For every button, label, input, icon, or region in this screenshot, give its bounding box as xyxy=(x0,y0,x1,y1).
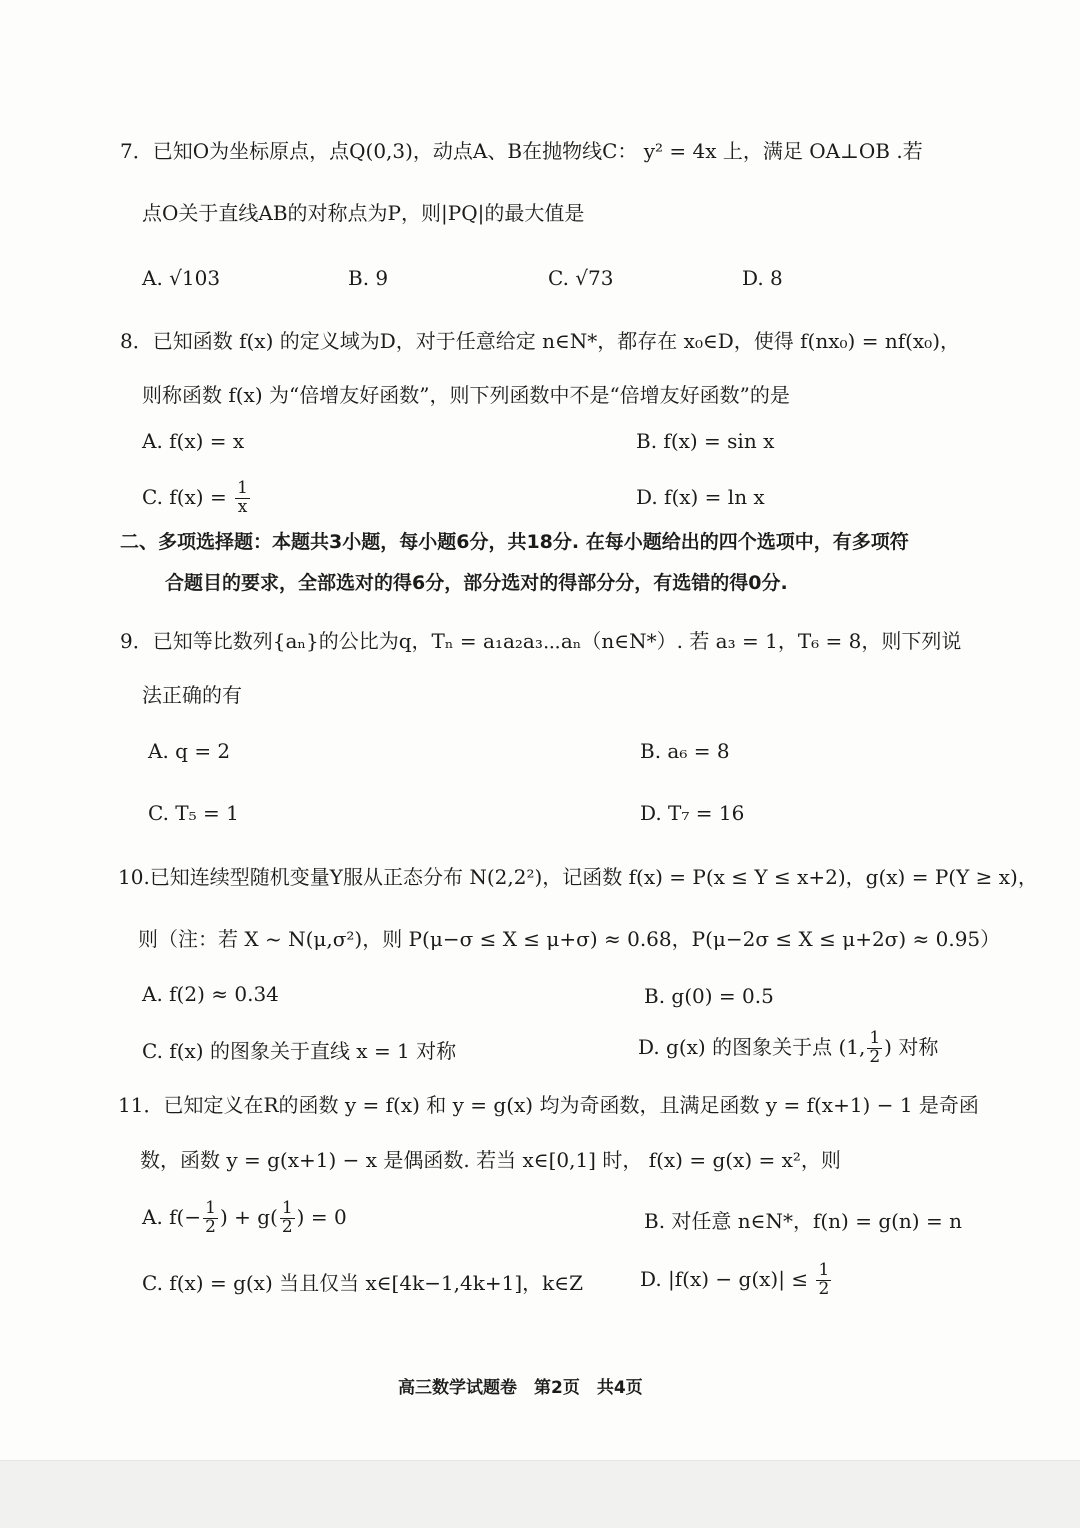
q9-option-c: C. T₅ = 1 xyxy=(148,801,239,825)
q8-option-d: D. f(x) = ln x xyxy=(636,485,765,509)
q10-option-d-numerator: 1 xyxy=(869,1028,881,1048)
q9-stem-line2: 法正确的有 xyxy=(142,683,242,707)
q9-option-b: B. a₆ = 8 xyxy=(640,739,730,763)
q10-option-d-denominator: 2 xyxy=(869,1046,881,1067)
q11-option-a-text-2: ) + g( xyxy=(219,1204,278,1229)
q9-stem-line1: 9．已知等比数列{aₙ}的公比为q，Tₙ = a₁a₂a₃⋯aₙ（n∈N*）. 若 a₃ = 1，T₆ = 8，则下列说 xyxy=(120,629,962,653)
section2-heading-line1: 二、多项选择题：本题共3小题，每小题6分，共18分. 在每小题给出的四个选项中，有多项符 xyxy=(120,531,909,553)
q8-option-c xyxy=(142,480,252,517)
q8-stem-line2: 则称函数 f(x) 为“倍增友好函数”，则下列函数中不是“倍增友好函数”的是 xyxy=(142,383,790,407)
q7-stem-line1: 7．已知O为坐标原点，点Q(0,3)，动点A、B在抛物线C： y² = 4x 上，满足 OA⊥OB .若 xyxy=(120,139,923,163)
q7-option-c: C. √73 xyxy=(548,266,614,290)
q11-stem-line2: 数，函数 y = g(x+1) − x 是偶函数. 若当 x∈[0,1] 时， f(x) = g(x) = x²，则 xyxy=(140,1148,841,1172)
q11-option-d-numerator: 1 xyxy=(818,1260,830,1280)
q11-option-b: B. 对任意 n∈N*，f(n) = g(n) = n xyxy=(644,1209,962,1233)
q7-option-a: A. √103 xyxy=(142,266,221,290)
q11-option-a-numerator-2: 1 xyxy=(281,1198,293,1218)
q10-option-a: A. f(2) ≈ 0.34 xyxy=(142,982,279,1006)
q9-option-d: D. T₇ = 16 xyxy=(640,801,745,825)
q10-option-d-suffix: ) 对称 xyxy=(884,1034,939,1059)
q8-option-c-denominator: x xyxy=(237,496,248,517)
q11-option-a-denominator-2: 2 xyxy=(281,1216,293,1237)
q8-option-c-fraction xyxy=(235,480,250,517)
q11-option-a-denominator-1: 2 xyxy=(205,1216,216,1237)
section2-heading-line2: 合题目的要求，全部选对的得6分，部分选对的得部分分，有选错的得0分. xyxy=(165,572,788,594)
q7-option-d: D. 8 xyxy=(742,266,783,290)
q8-option-c-numerator: 1 xyxy=(237,478,248,498)
page-footer: 高三数学试题卷 第2页 共4页 xyxy=(398,1378,643,1398)
q11-option-d-text: D. |f(x) − g(x)| ≤ xyxy=(640,1266,809,1291)
q8-option-c-text: C. f(x) = xyxy=(142,484,227,509)
q7-stem-line2: 点O关于直线AB的对称点为P，则|PQ|的最大值是 xyxy=(142,201,585,225)
q10-option-c: C. f(x) 的图象关于直线 x = 1 对称 xyxy=(142,1039,457,1063)
q11-option-c: C. f(x) = g(x) 当且仅当 x∈[4k−1,4k+1]，k∈Z xyxy=(142,1271,583,1295)
q9-option-a: A. q = 2 xyxy=(148,739,231,763)
q11-option-d-denominator: 2 xyxy=(818,1278,830,1299)
q11-option-a-numerator-1: 1 xyxy=(205,1198,216,1218)
q7-option-b: B. 9 xyxy=(348,266,389,290)
q8-stem-line1: 8．已知函数 f(x) 的定义域为D，对于任意给定 n∈N*，都存在 x₀∈D，使得 f(nx₀) = nf(x₀)， xyxy=(120,329,960,353)
q11-option-d-fraction xyxy=(816,1262,831,1299)
q11-option-a-text-1: A. f(− xyxy=(142,1204,202,1229)
q10-option-d xyxy=(638,1030,938,1067)
q10-option-d-fraction xyxy=(867,1030,882,1067)
q11-option-a xyxy=(142,1200,347,1237)
q10-option-b: B. g(0) = 0.5 xyxy=(644,984,774,1008)
q11-stem-line1: 11．已知定义在R的函数 y = f(x) 和 y = g(x) 均为奇函数，且满足函数 y = f(x+1) − 1 是奇函 xyxy=(118,1093,979,1117)
page-bottom-margin xyxy=(0,1460,1080,1528)
q8-option-a: A. f(x) = x xyxy=(142,429,245,453)
q11-option-a-text-3: ) = 0 xyxy=(296,1204,347,1229)
q10-stem-line2: 则（注：若 X ~ N(μ,σ²)，则 P(μ−σ ≤ X ≤ μ+σ) ≈ 0.68，P(μ−2σ ≤ X ≤ μ+2σ) ≈ 0.95） xyxy=(138,927,1001,951)
q11-option-a-fraction-1 xyxy=(203,1200,218,1237)
q11-option-d xyxy=(640,1262,833,1299)
q8-option-b: B. f(x) = sin x xyxy=(636,429,775,453)
q11-option-a-fraction-2 xyxy=(280,1200,295,1237)
q10-stem-line1: 10.已知连续型随机变量Y服从正态分布 N(2,2²)，记函数 f(x) = P(x ≤ Y ≤ x+2)，g(x) = P(Y ≥ x)， xyxy=(118,865,1038,889)
q10-option-d-text: D. g(x) 的图象关于点 (1, xyxy=(638,1034,866,1059)
